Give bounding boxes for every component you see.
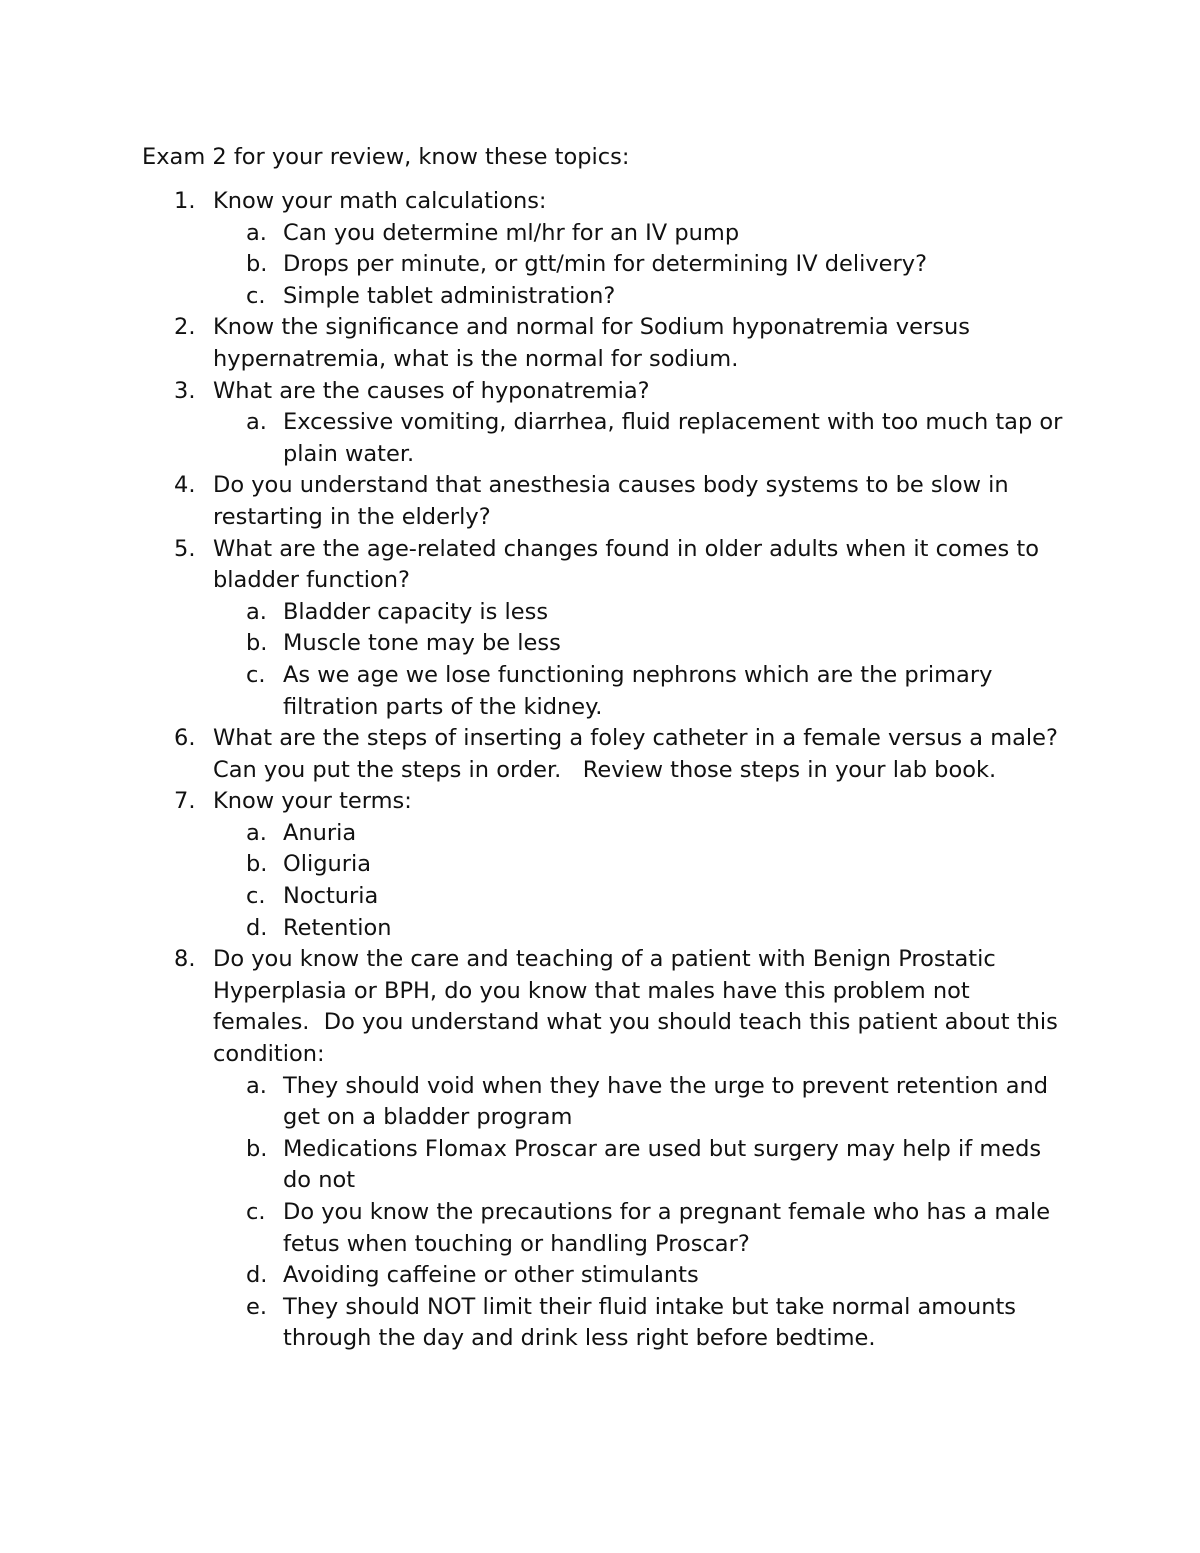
list-item: [142, 786, 1072, 944]
sub-item-letter: e.: [246, 1293, 267, 1320]
sub-item-letter: c.: [246, 1199, 266, 1225]
sub-item-letter: c.: [246, 661, 266, 688]
list-item: [142, 312, 1072, 375]
sub-item: [142, 218, 1072, 250]
item-number: 4.: [174, 472, 196, 499]
sub-item-letter: a.: [246, 819, 267, 846]
sub-item-text: Avoiding caffeine or other stimulants: [283, 1262, 699, 1289]
item-text: Do you know the care and teaching of a patient with Benign Prostatic Hyperplasia or BPH, do you know that males have this problem not females. Do you understand what you should teach this patient about this condition:: [213, 946, 1065, 1068]
sub-item-text: Excessive vomiting, diarrhea, fluid replacement with too much tap or plain water.: [283, 409, 1063, 467]
sub-item: [142, 1134, 1072, 1197]
item-text: Do you understand that anesthesia causes body systems to be slow in restarting in the elderly?: [213, 472, 1009, 530]
sub-item-text: Nocturia: [283, 883, 379, 910]
sub-item-letter: b.: [246, 630, 268, 657]
sub-item-letter: b.: [246, 251, 268, 278]
item-number: 6.: [174, 725, 196, 752]
sub-item: [142, 913, 1072, 945]
list-item: [142, 723, 1072, 786]
sub-item-text: Muscle tone may be less: [283, 630, 561, 657]
item-number: 8.: [174, 946, 196, 973]
item-text: Know your math calculations:: [213, 188, 547, 214]
list-item: [142, 186, 1072, 312]
sub-item: [142, 249, 1072, 281]
sub-item-text: They should void when they have the urge to prevent retention and get on a bladder program: [283, 1072, 1049, 1131]
sub-item: [142, 597, 1072, 629]
item-text: What are the causes of hyponatremia?: [213, 377, 650, 404]
item-number: 1.: [174, 188, 196, 214]
sub-item-text: They should NOT limit their fluid intake but take normal amounts through the day and drink less right before bedtime.: [283, 1293, 1017, 1352]
list-item: [142, 944, 1072, 1355]
sub-item-letter: b.: [246, 1135, 268, 1162]
sub-item-text: Do you know the precautions for a pregnant female who has a male fetus when touching or handling Proscar?: [283, 1199, 1051, 1257]
item-number: 5.: [174, 535, 196, 562]
item-number: 7.: [174, 788, 196, 815]
list-item: [142, 470, 1072, 533]
sub-item: [142, 281, 1072, 313]
sub-item-letter: a.: [246, 219, 267, 246]
sub-item-text: Simple tablet administration?: [283, 282, 616, 309]
sub-item: [142, 1071, 1072, 1134]
sub-item: [142, 660, 1072, 723]
sub-item: [142, 1197, 1072, 1260]
sub-item-text: Can you determine ml/hr for an IV pump: [283, 219, 740, 246]
sub-item-letter: b.: [246, 851, 268, 878]
sub-item: [142, 407, 1072, 470]
sub-item-letter: c.: [246, 883, 266, 910]
sub-item-text: Retention: [283, 914, 392, 941]
item-number: 3.: [174, 377, 196, 404]
item-number: 2.: [174, 314, 196, 341]
sub-item-letter: d.: [246, 914, 268, 941]
sub-item-text: Drops per minute, or gtt/min for determining IV delivery?: [283, 251, 928, 278]
sub-item-letter: a.: [246, 1072, 267, 1099]
sub-item-text: Bladder capacity is less: [283, 598, 549, 625]
sub-item-text: As we age we lose functioning nephrons which are the primary filtration parts of the kidney.: [283, 661, 993, 720]
topic-list: [142, 186, 1072, 1355]
sub-item-letter: a.: [246, 598, 267, 625]
list-item: [142, 376, 1072, 471]
item-text: What are the age-related changes found in older adults when it comes to bladder function?: [213, 535, 1039, 594]
item-text: What are the steps of inserting a foley catheter in a female versus a male? Can you put the steps in order. Review those steps in your lab book.: [213, 725, 1073, 783]
item-text: Know the significance and normal for Sodium hyponatremia versus hypernatremia, what is the normal for sodium.: [213, 314, 970, 372]
sub-item: [142, 1260, 1072, 1292]
list-item: [142, 534, 1072, 724]
sub-item-letter: c.: [246, 282, 266, 309]
sub-item: [142, 628, 1072, 660]
sub-item: [142, 1292, 1072, 1355]
sub-item: [142, 881, 1072, 913]
document-title: Exam 2 for your review, know these topics:: [142, 144, 630, 170]
sub-item-letter: a.: [246, 409, 267, 436]
item-text: Know your terms:: [213, 788, 412, 815]
sub-item: [142, 818, 1072, 850]
sub-item-text: Anuria: [283, 819, 357, 846]
sub-item: [142, 849, 1072, 881]
sub-item-text: Oliguria: [283, 851, 372, 878]
sub-item-letter: d.: [246, 1262, 268, 1289]
sub-item-text: Medications Flomax Proscar are used but surgery may help if meds do not: [283, 1135, 1042, 1194]
